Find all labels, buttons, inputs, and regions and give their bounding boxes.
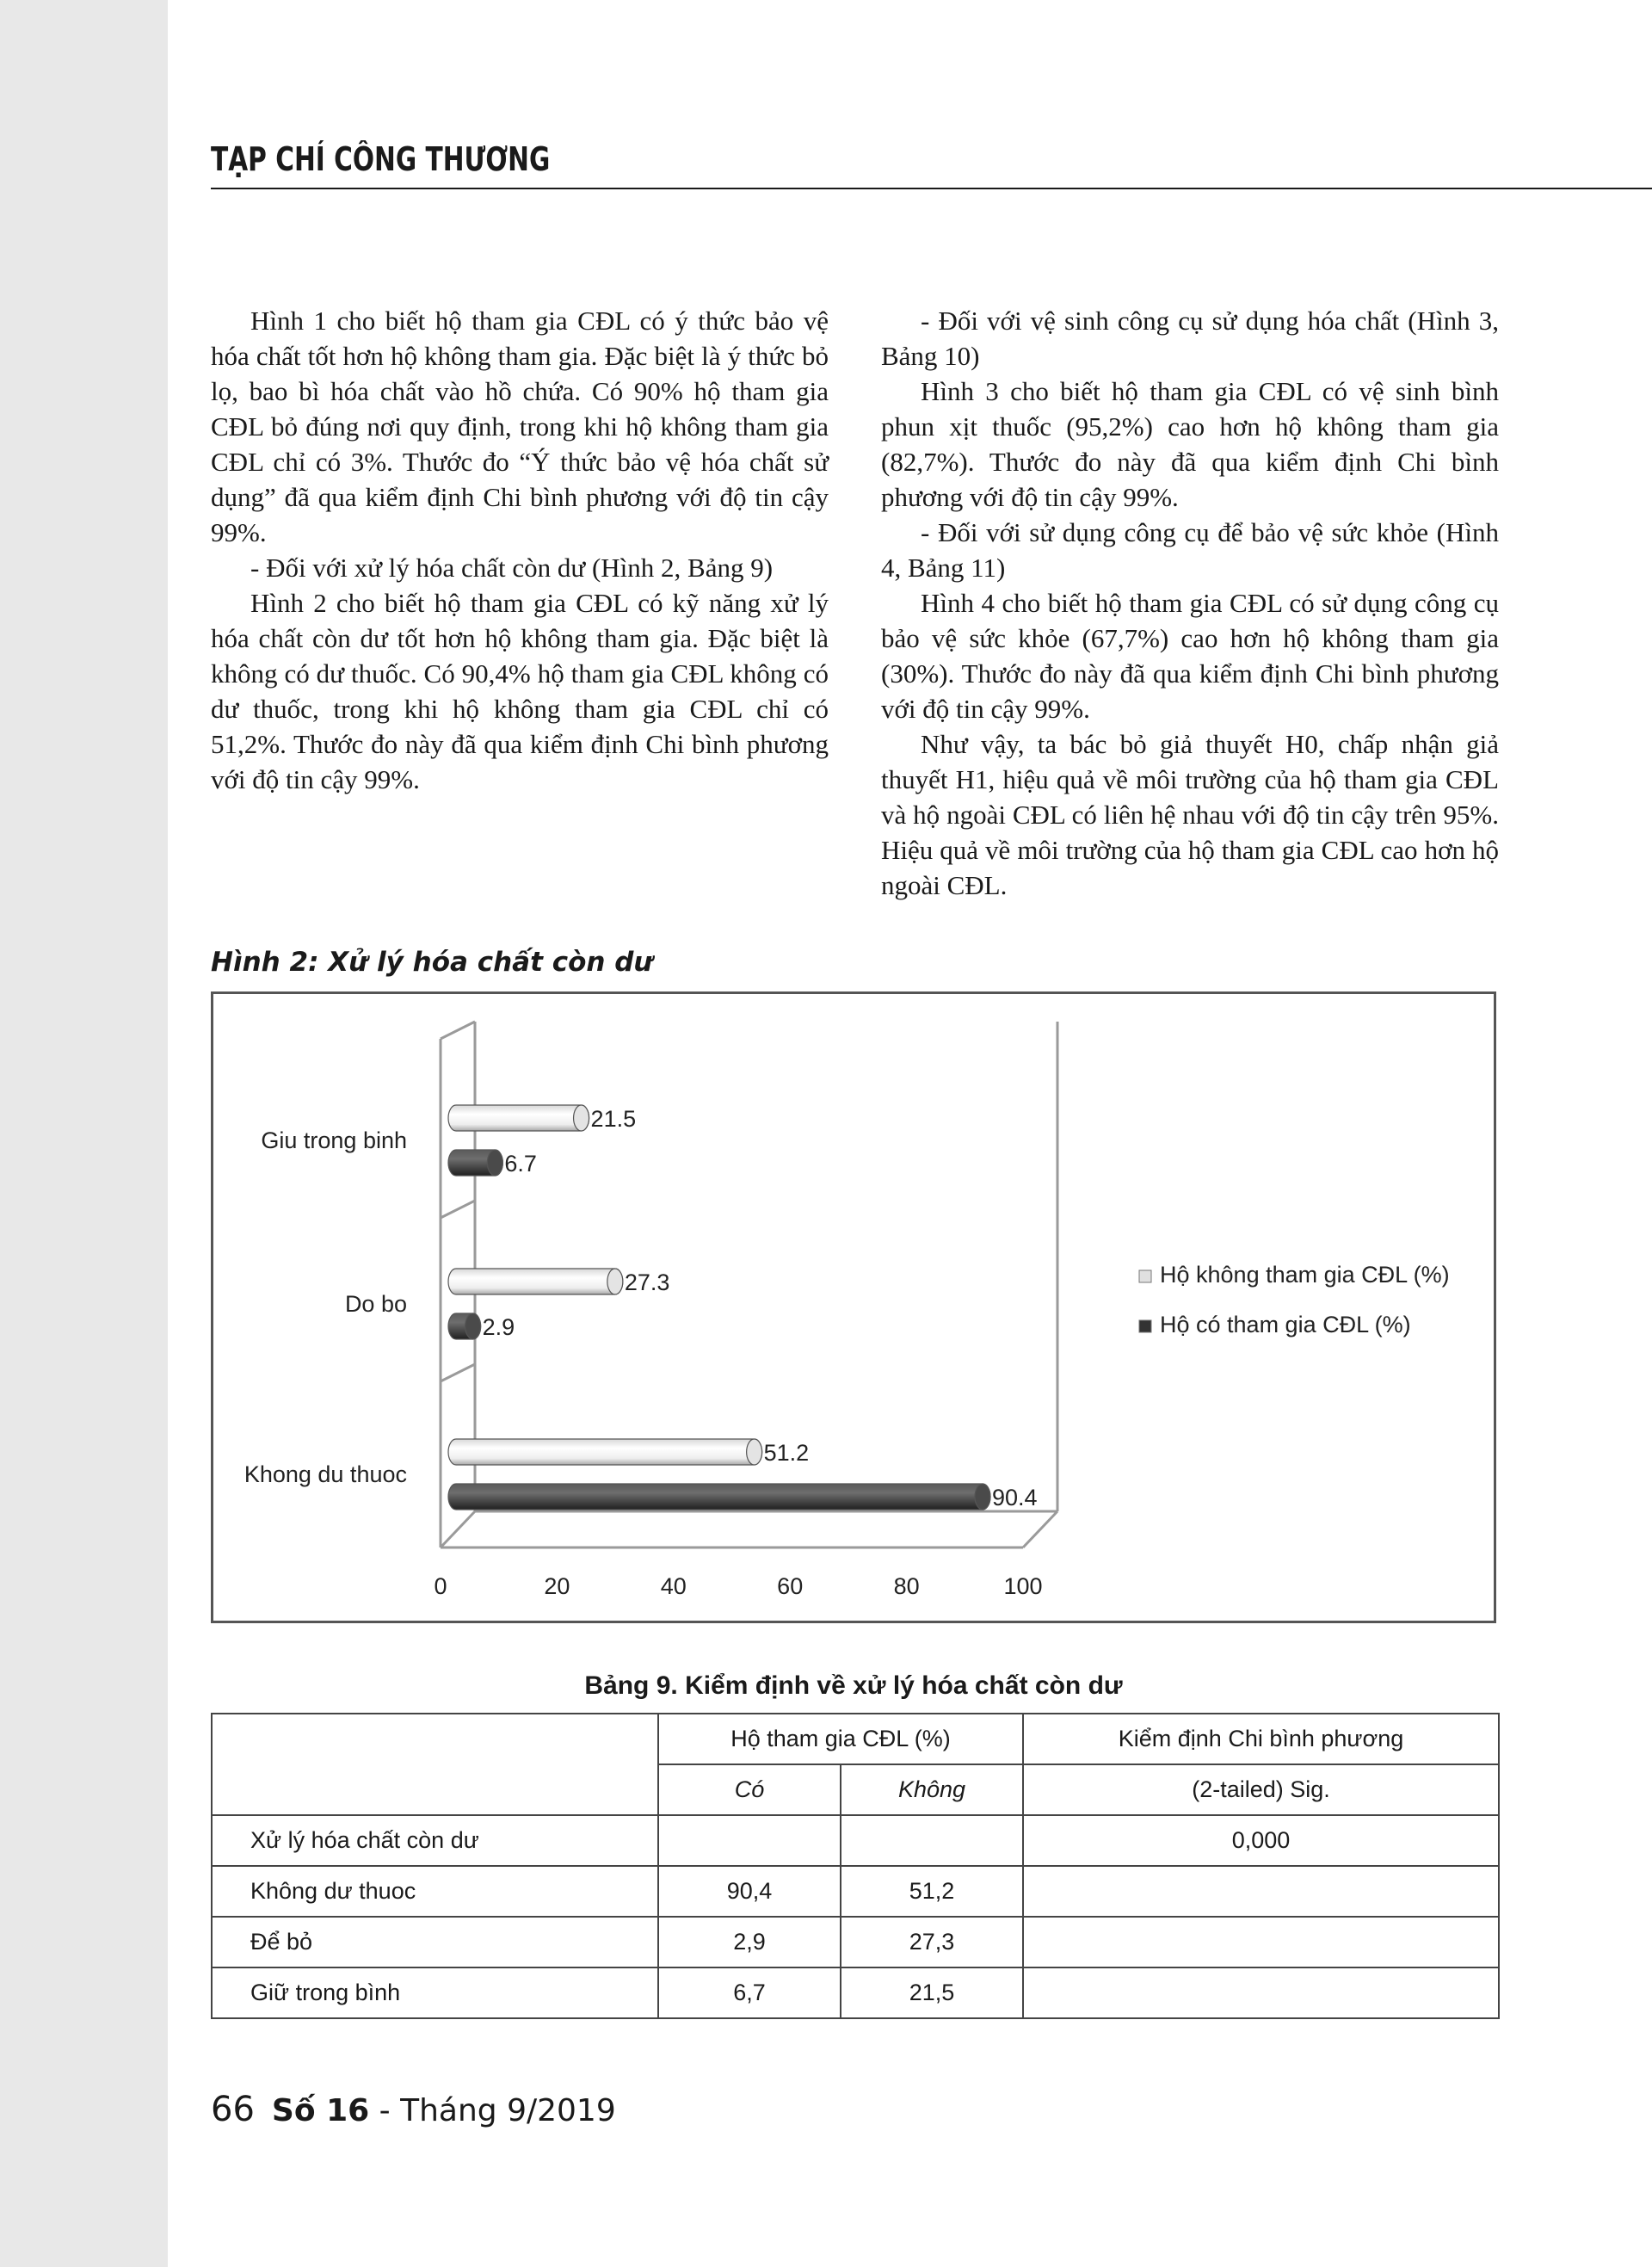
x-tick-label: 80 (893, 1573, 920, 1599)
category-separator (441, 1201, 475, 1218)
subheader-co: Có (658, 1764, 841, 1815)
page-margin (0, 0, 168, 2267)
data-label: 2.9 (482, 1314, 515, 1340)
x-tick-label: 40 (660, 1573, 687, 1599)
paragraph: Hình 4 cho biết hộ tham gia CĐL có sử dụng công cụ bảo vệ sức khỏe (67,7%) cao hơn hộ không tham gia (30%). Thước đo này đã qua kiểm định Chi bình phương với độ tin cậy 99%. (881, 588, 1499, 724)
paragraph: Hình 1 cho biết hộ tham gia CĐL có ý thức bảo vệ hóa chất tốt hơn hộ không tham gia. Đặc biệt là ý thức bỏ lọ, bao bì hóa chất vào hồ chứa. Có 90% hộ tham gia CĐL bỏ đúng nơi quy định, trong khi hộ không tham gia CĐL chỉ có 3%. Thước đo “Ý thức bảo vệ hóa chất sử dụng” đã qua kiểm định Chi bình phương với độ tin cậy 99%. (211, 306, 829, 547)
subheader-sig: (2-tailed) Sig. (1023, 1764, 1499, 1815)
legend-label: Hộ không tham gia CĐL (%) (1160, 1262, 1450, 1288)
cell-khong: 27,3 (841, 1917, 1023, 1967)
floor-right (1023, 1511, 1057, 1547)
axis-wall-top (441, 1022, 475, 1039)
issue-label: Số 16 (271, 2093, 370, 2128)
bar-chart (213, 994, 1494, 1621)
header-group: Hộ tham gia CĐL (%) (658, 1714, 1023, 1764)
paragraph: - Đối với vệ sinh công cụ sử dụng hóa chất (Hình 3, Bảng 10) (881, 306, 1499, 371)
table-row (212, 1967, 1499, 2018)
cell-co (658, 1815, 841, 1866)
subheader-khong: Không (841, 1764, 1023, 1815)
row-label: Để bỏ (212, 1917, 658, 1967)
cell-co: 2,9 (658, 1917, 841, 1967)
x-tick-label: 100 (1003, 1573, 1043, 1599)
figure-caption: Hình 2: Xử lý hóa chất còn dư (211, 947, 653, 978)
y-category-label: Giu trong binh (261, 1127, 407, 1153)
table-row (212, 1866, 1499, 1917)
data-label: 6.7 (504, 1151, 537, 1177)
cell-sig (1023, 1967, 1499, 2018)
row-label: Giữ trong bình (212, 1967, 658, 2018)
legend-swatch (1139, 1320, 1151, 1332)
table-caption: Bảng 9. Kiểm định về xử lý hóa chất còn dư (584, 1671, 1123, 1700)
data-label: 21.5 (590, 1106, 637, 1132)
legend-label: Hộ có tham gia CĐL (%) (1160, 1312, 1411, 1337)
chart-frame (211, 991, 1496, 1623)
y-category-label: Khong du thuoc (243, 1461, 407, 1487)
bar-khong-tham-gia (448, 1269, 623, 1294)
cell-khong: 21,5 (841, 1967, 1023, 2018)
cell-khong (841, 1815, 1023, 1866)
bar-khong-tham-gia (448, 1439, 762, 1465)
bar-khong-tham-gia (448, 1105, 589, 1131)
category-separator (441, 1364, 475, 1381)
paragraph: - Đối với xử lý hóa chất còn dư (Hình 2, Bảng 9) (250, 553, 774, 583)
table-corner-cell (212, 1714, 658, 1815)
table-header-row (212, 1714, 1499, 1764)
cell-sig (1023, 1917, 1499, 1967)
page-number: 66 (211, 2090, 255, 2129)
paragraph: Hình 2 cho biết hộ tham gia CĐL có kỹ năng xử lý hóa chất còn dư tốt hơn hộ không tham gia. Đặc biệt là không có dư thuốc. Có 90,4% hộ tham gia CĐL không có dư thuốc, trong khi hộ không tham gia CĐL chỉ có 51,2%. Thước đo này đã qua kiểm định Chi bình phương với độ tin cậy 99%. (211, 588, 829, 794)
cell-co: 6,7 (658, 1967, 841, 2018)
legend-swatch (1139, 1270, 1151, 1282)
chart-legend (1139, 1262, 1450, 1337)
header-test: Kiểm định Chi bình phương (1023, 1714, 1499, 1764)
row-label: Xử lý hóa chất còn dư (212, 1815, 658, 1866)
journal-title: TẠP CHÍ CÔNG THƯƠNG (211, 140, 551, 178)
cell-khong: 51,2 (841, 1866, 1023, 1917)
paragraph: Hình 3 cho biết hộ tham gia CĐL có vệ sinh bình phun xịt thuốc (95,2%) cao hơn hộ không tham gia (82,7%). Thước đo này đã qua kiểm định Chi bình phương với độ tin cậy 99%. (881, 376, 1499, 512)
paragraph: - Đối với sử dụng công cụ để bảo vệ sức khỏe (Hình 4, Bảng 11) (881, 517, 1499, 583)
bar-co-tham-gia (448, 1484, 990, 1510)
bar-co-tham-gia (448, 1150, 502, 1176)
table-row (212, 1815, 1499, 1866)
row-label: Không dư thuoc (212, 1866, 658, 1917)
header-rule (211, 188, 1652, 189)
chart-labels (244, 1106, 1043, 1599)
cell-co: 90,4 (658, 1866, 841, 1917)
floor-left (441, 1511, 475, 1547)
data-table (211, 1713, 1500, 2019)
x-tick-label: 20 (544, 1573, 570, 1599)
issue-date: - Tháng 9/2019 (379, 2093, 616, 2128)
data-label: 90.4 (992, 1485, 1038, 1510)
data-label: 27.3 (624, 1269, 670, 1295)
cell-sig (1023, 1866, 1499, 1917)
cell-sig: 0,000 (1023, 1815, 1499, 1866)
paragraph: Như vậy, ta bác bỏ giả thuyết H0, chấp nhận giả thuyết H1, hiệu quả về môi trường của hộ tham gia CĐL và hộ ngoài CĐL có liên hệ nhau với độ tin cậy trên 95%. Hiệu quả về môi trường của hộ tham gia CĐL cao hơn hộ ngoài CĐL. (881, 729, 1499, 900)
page-footer (211, 2090, 616, 2129)
table-row (212, 1917, 1499, 1967)
data-label: 51.2 (763, 1440, 810, 1466)
left-column (211, 303, 829, 797)
y-category-label: Do bo (344, 1291, 407, 1317)
x-tick-label: 60 (777, 1573, 804, 1599)
right-column (881, 303, 1499, 903)
x-tick-label: 0 (434, 1573, 447, 1599)
bar-co-tham-gia (448, 1313, 481, 1339)
